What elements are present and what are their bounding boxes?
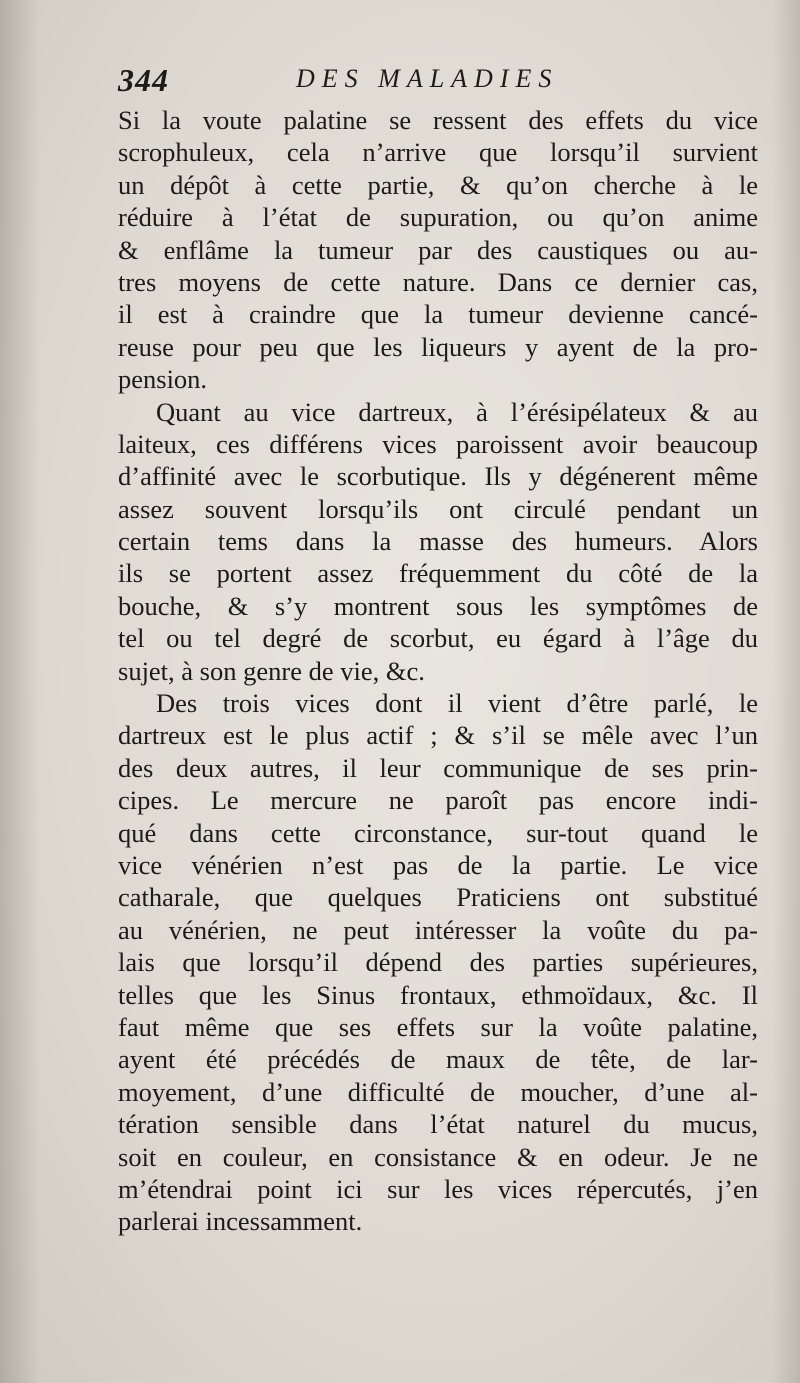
running-head: DES MALADIES xyxy=(296,64,559,93)
text-line: scrophuleux, cela n’arrive que lorsqu’il survient xyxy=(118,137,758,168)
text-line: Si la voute palatine se ressent des effets du vice xyxy=(118,105,758,135)
text-line: qué dans cette circonstance, sur-tout quand le xyxy=(118,817,758,848)
text-line: moyement, d’une difficulté de moucher, d’une al- xyxy=(118,1076,758,1107)
text-line: faut même que ses effets sur la voûte palatine, xyxy=(118,1011,758,1042)
text-line: lais que lorsqu’il dépend des parties supérieures, xyxy=(118,947,758,978)
text-line: assez souvent lorsqu’ils ont circulé pendant un xyxy=(118,493,758,524)
text-line: ils se portent assez fréquemment du côté de la xyxy=(118,558,758,589)
text-line: & enflâme la tumeur par des caustiques ou au- xyxy=(118,234,758,265)
text-line: laiteux, ces différens vices paroissent avoir beaucoup xyxy=(118,428,758,459)
text-line: catharale, que quelques Praticiens ont substitué xyxy=(118,882,758,913)
text-line: reuse pour peu que les liqueurs y ayent de la pro- xyxy=(118,331,758,362)
text-line: tération sensible dans l’état naturel du mucus, xyxy=(118,1109,758,1140)
text-line: bouche, & s’y montrent sous les symptômes de xyxy=(118,590,758,621)
text-line: tres moyens de cette nature. Dans ce dernier cas, xyxy=(118,266,758,297)
text-line: des deux autres, il leur communique de ses prin- xyxy=(118,752,758,783)
text-line: pension. xyxy=(118,364,208,395)
text-line: telles que les Sinus frontaux, ethmoïdaux, &c. Il xyxy=(118,979,758,1010)
paragraph-3 xyxy=(118,687,758,1238)
text-line: sujet, à son genre de vie, &c. xyxy=(118,655,425,686)
text-line: certain tems dans la masse des humeurs. Alors xyxy=(118,526,758,557)
text-line: tel ou tel degré de scorbut, eu égard à l’âge du xyxy=(118,623,758,654)
page-number: 344 xyxy=(118,62,169,98)
paragraph-1 xyxy=(118,104,758,396)
text-line: d’affinité avec le scorbutique. Ils y dégénerent même xyxy=(118,461,758,492)
page-edge-shadow-left xyxy=(0,0,40,1383)
page-edge-shadow-right xyxy=(772,0,800,1383)
text-line: m’étendrai point ici sur les vices répercutés, j’en xyxy=(118,1173,758,1204)
text-line: dartreux est le plus actif ; & s’il se mêle avec l’un xyxy=(118,720,758,751)
text-line: cipes. Le mercure ne paroît pas encore indi- xyxy=(118,785,758,816)
paragraph-2 xyxy=(118,396,758,688)
text-line: il est à craindre que la tumeur devienne cancé- xyxy=(118,299,758,330)
text-line: vice vénérien n’est pas de la partie. Le vice xyxy=(118,849,758,880)
text-line: réduire à l’état de supuration, ou qu’on anime xyxy=(118,202,758,233)
text-line: ayent été précédés de maux de tête, de lar- xyxy=(118,1044,758,1075)
body-text xyxy=(118,104,758,1238)
text-line: un dépôt à cette partie, & qu’on cherche à le xyxy=(118,169,758,200)
text-line: Quant au vice dartreux, à l’érésipélateux & au xyxy=(156,396,758,427)
text-line: au vénérien, ne peut intéresser la voûte du pa- xyxy=(118,914,758,945)
text-line: parlerai incessamment. xyxy=(118,1206,363,1237)
text-line: Des trois vices dont il vient d’être parlé, le xyxy=(156,688,758,719)
page-header xyxy=(118,62,758,102)
text-line: soit en couleur, en consistance & en odeur. Je ne xyxy=(118,1141,758,1172)
